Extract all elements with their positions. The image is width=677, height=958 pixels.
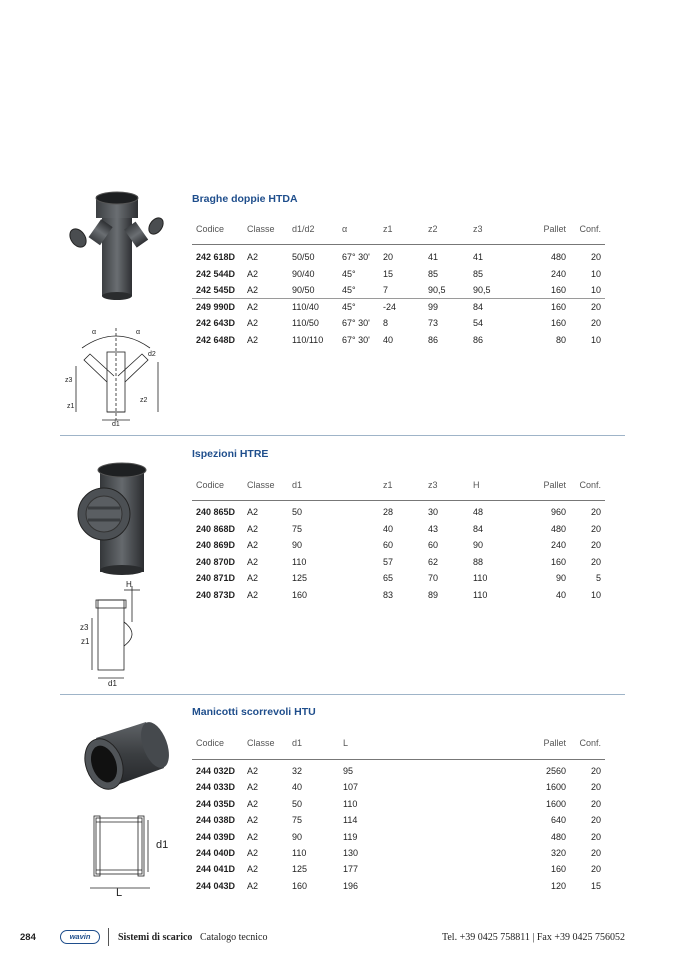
product-code-cell: 240 873D bbox=[196, 589, 236, 600]
product-code-cell: 244 032D bbox=[196, 766, 236, 776]
htda-label-z1: z1 bbox=[67, 403, 75, 410]
table-cell: A2 bbox=[247, 573, 259, 583]
table-cell: 110 bbox=[343, 798, 358, 809]
table-cell: 40 bbox=[383, 335, 394, 345]
htre-label-z3: z3 bbox=[80, 623, 89, 632]
htda-label-z2: z2 bbox=[140, 397, 148, 404]
table-cell: 160 bbox=[550, 301, 566, 312]
product-code-cell: 244 039D bbox=[196, 831, 236, 842]
table-cell: 20 bbox=[383, 252, 394, 262]
table-cell: 67° 30' bbox=[342, 335, 370, 345]
table-cell: 120 bbox=[550, 880, 566, 891]
table-cell: 160 bbox=[292, 880, 308, 891]
table-cell: 20 bbox=[590, 540, 601, 550]
table-cell: 67° 30' bbox=[342, 252, 370, 262]
htda-technical-drawing bbox=[62, 322, 170, 426]
htda-label-d2: d2 bbox=[148, 351, 156, 358]
table-cell: 86 bbox=[473, 335, 484, 345]
table-cell: 480 bbox=[550, 831, 566, 842]
table-cell: 240 bbox=[550, 268, 566, 279]
table-cell: 20 bbox=[590, 782, 601, 793]
column-header: z3 bbox=[473, 224, 483, 234]
table-cell: 75 bbox=[292, 815, 303, 826]
table-cell: 1600 bbox=[545, 782, 566, 793]
table-cell: A2 bbox=[247, 268, 259, 279]
table-cell: 90 bbox=[292, 540, 303, 550]
table-cell: 10 bbox=[590, 589, 601, 600]
section-separator bbox=[60, 435, 625, 436]
table-cell: A2 bbox=[247, 285, 259, 296]
column-header: d1/d2 bbox=[292, 224, 315, 234]
table-cell: 89 bbox=[428, 589, 439, 600]
column-header: z2 bbox=[428, 224, 438, 234]
table-cell: 125 bbox=[292, 864, 308, 875]
table-cell: 160 bbox=[550, 864, 566, 875]
product-code-cell: 244 033D bbox=[196, 782, 236, 793]
column-header: z1 bbox=[383, 480, 393, 490]
product-code-cell: 242 618D bbox=[196, 252, 236, 262]
htre-label-d1: d1 bbox=[108, 679, 117, 688]
table-cell: 40 bbox=[383, 523, 394, 534]
table-cell: 480 bbox=[550, 523, 566, 534]
table-cell: 75 bbox=[292, 523, 303, 534]
table-cell: 50 bbox=[292, 507, 303, 517]
table-cell: 84 bbox=[473, 301, 484, 312]
column-header: z1 bbox=[383, 224, 393, 234]
table-cell: 45° bbox=[342, 285, 356, 296]
column-header: d1 bbox=[292, 738, 303, 748]
table-cell: A2 bbox=[247, 766, 259, 776]
table-cell: 95 bbox=[343, 766, 354, 776]
table-cell: 86 bbox=[428, 335, 439, 345]
table-cell: 7 bbox=[383, 285, 389, 296]
column-header: Codice bbox=[196, 480, 225, 490]
table-cell: 20 bbox=[590, 252, 601, 262]
table-cell: 50/50 bbox=[292, 252, 315, 262]
table-cell: A2 bbox=[247, 335, 259, 345]
table-cell: A2 bbox=[247, 782, 259, 793]
table-cell: 57 bbox=[383, 556, 394, 567]
column-header: Classe bbox=[247, 224, 275, 234]
table-cell: 41 bbox=[428, 252, 439, 262]
htda-label-alpha-left: α bbox=[92, 329, 97, 336]
table-cell: 20 bbox=[590, 766, 601, 776]
column-header: Codice bbox=[196, 738, 225, 748]
footer-contact: Tel. +39 0425 758811 | Fax +39 0425 756052 bbox=[441, 932, 625, 943]
footer-divider bbox=[108, 928, 109, 946]
product-code-cell: 249 990D bbox=[196, 301, 236, 312]
table-cell: 62 bbox=[428, 556, 439, 567]
column-header: d1 bbox=[292, 480, 303, 490]
table-cell: A2 bbox=[247, 556, 259, 567]
table-cell: 15 bbox=[383, 268, 394, 279]
table-cell: 119 bbox=[343, 831, 358, 842]
footer-subtitle: Catalogo tecnico bbox=[200, 932, 268, 943]
table-cell: 90,5 bbox=[428, 285, 446, 296]
table-cell: 45° bbox=[342, 301, 356, 312]
table-cell: 60 bbox=[383, 540, 394, 550]
table-cell: A2 bbox=[247, 864, 259, 875]
column-header: Classe bbox=[247, 480, 275, 490]
table-cell: 15 bbox=[590, 880, 601, 891]
column-header: Conf. bbox=[579, 224, 601, 234]
table-cell: 125 bbox=[292, 573, 308, 583]
table-cell: 10 bbox=[590, 335, 601, 345]
table-cell: 8 bbox=[383, 318, 389, 329]
htda-label-d1: d1 bbox=[112, 421, 120, 426]
header-rule bbox=[192, 244, 605, 245]
table-cell: 110 bbox=[292, 556, 307, 567]
table-cell: 2560 bbox=[545, 766, 566, 776]
table-cell: 20 bbox=[590, 864, 601, 875]
table-cell: A2 bbox=[247, 252, 259, 262]
table-cell: -24 bbox=[383, 301, 397, 312]
table-cell: 960 bbox=[550, 507, 566, 517]
table-cell: 90 bbox=[473, 540, 484, 550]
table-cell: 30 bbox=[428, 507, 439, 517]
column-header: Classe bbox=[247, 738, 275, 748]
table-cell: 20 bbox=[590, 507, 601, 517]
table-cell: 114 bbox=[343, 815, 358, 826]
table-cell: A2 bbox=[247, 540, 259, 550]
table-cell: 90,5 bbox=[473, 285, 491, 296]
htre-product-photo bbox=[72, 458, 164, 576]
table-cell: 84 bbox=[473, 523, 484, 534]
table-cell: 73 bbox=[428, 318, 439, 329]
table-cell: 20 bbox=[590, 815, 601, 826]
htda-product-photo bbox=[60, 188, 172, 300]
table-cell: 20 bbox=[590, 831, 601, 842]
htu-label-l: L bbox=[116, 887, 123, 898]
table-cell: 320 bbox=[550, 848, 566, 858]
table-cell: 20 bbox=[590, 523, 601, 534]
table-cell: 20 bbox=[590, 301, 601, 312]
table-cell: 50 bbox=[292, 798, 303, 809]
section-separator bbox=[60, 694, 625, 695]
htu-technical-drawing bbox=[86, 812, 178, 898]
column-header: Codice bbox=[196, 224, 225, 234]
product-code-cell: 240 868D bbox=[196, 523, 236, 534]
table-cell: A2 bbox=[247, 798, 259, 809]
table-cell: 160 bbox=[550, 556, 566, 567]
column-header: α bbox=[342, 224, 348, 234]
table-cell: 85 bbox=[473, 268, 484, 279]
htda-label-alpha-right: α bbox=[136, 329, 141, 336]
table-cell: 40 bbox=[292, 782, 303, 793]
column-header: L bbox=[343, 738, 349, 748]
product-code-cell: 240 869D bbox=[196, 540, 236, 550]
product-code-cell: 240 865D bbox=[196, 507, 236, 517]
column-header: Conf. bbox=[579, 738, 601, 748]
table-cell: 83 bbox=[383, 589, 394, 600]
footer-brand: Sistemi di scarico bbox=[118, 932, 193, 943]
column-header: z3 bbox=[428, 480, 438, 490]
htre-label-z1: z1 bbox=[81, 637, 90, 646]
column-header: Pallet bbox=[543, 738, 566, 748]
table-cell: 160 bbox=[550, 285, 566, 296]
header-rule bbox=[192, 500, 605, 501]
table-cell: 90/40 bbox=[292, 268, 315, 279]
table-cell: 67° 30' bbox=[342, 318, 370, 329]
table-cell: 41 bbox=[473, 252, 484, 262]
product-code-cell: 242 545D bbox=[196, 285, 236, 296]
section-title-htre: Ispezioni HTRE bbox=[192, 448, 269, 460]
table-cell: 85 bbox=[428, 268, 439, 279]
table-cell: 110/40 bbox=[292, 301, 319, 312]
table-cell: A2 bbox=[247, 507, 259, 517]
table-cell: 88 bbox=[473, 556, 484, 567]
table-cell: 60 bbox=[428, 540, 439, 550]
table-cell: A2 bbox=[247, 523, 259, 534]
table-cell: 110 bbox=[473, 589, 488, 600]
table-cell: A2 bbox=[247, 301, 259, 312]
table-cell: 110/50 bbox=[292, 318, 319, 329]
table-cell: 20 bbox=[590, 318, 601, 329]
product-code-cell: 244 035D bbox=[196, 798, 236, 809]
table-cell: 110 bbox=[292, 848, 307, 858]
table-cell: 10 bbox=[590, 285, 601, 296]
table-cell: 130 bbox=[343, 848, 359, 858]
product-code-cell: 242 544D bbox=[196, 268, 236, 279]
product-code-cell: 242 643D bbox=[196, 318, 236, 329]
table-cell: 45° bbox=[342, 268, 356, 279]
table-cell: 90 bbox=[292, 831, 303, 842]
htre-technical-drawing bbox=[80, 578, 160, 688]
table-cell: 90/50 bbox=[292, 285, 315, 296]
product-code-cell: 244 040D bbox=[196, 848, 236, 858]
htu-product-photo bbox=[74, 712, 172, 796]
table-cell: A2 bbox=[247, 848, 259, 858]
product-code-cell: 242 648D bbox=[196, 335, 236, 345]
table-cell: 640 bbox=[550, 815, 566, 826]
table-cell: 110 bbox=[473, 573, 488, 583]
table-cell: 32 bbox=[292, 766, 303, 776]
table-cell: 196 bbox=[343, 880, 359, 891]
table-cell: 177 bbox=[343, 864, 359, 875]
table-cell: 54 bbox=[473, 318, 484, 329]
table-cell: 20 bbox=[590, 798, 601, 809]
section-title-htda: Braghe doppie HTDA bbox=[192, 193, 298, 205]
header-rule bbox=[192, 759, 605, 760]
table-cell: 1600 bbox=[545, 798, 566, 809]
htu-label-d1: d1 bbox=[156, 839, 169, 851]
product-code-cell: 240 870D bbox=[196, 556, 236, 567]
column-header: H bbox=[473, 480, 480, 490]
table-cell: 99 bbox=[428, 301, 439, 312]
product-code-cell: 240 871D bbox=[196, 573, 236, 583]
table-cell: 28 bbox=[383, 507, 394, 517]
section-title-htu: Manicotti scorrevoli HTU bbox=[192, 706, 316, 718]
table-cell: 5 bbox=[595, 573, 601, 583]
table-cell: A2 bbox=[247, 831, 259, 842]
table-cell: 70 bbox=[428, 573, 439, 583]
product-code-cell: 244 043D bbox=[196, 880, 236, 891]
table-cell: 160 bbox=[550, 318, 566, 329]
column-header: Conf. bbox=[579, 480, 601, 490]
table-cell: 240 bbox=[550, 540, 566, 550]
row-divider bbox=[192, 298, 605, 299]
product-code-cell: 244 038D bbox=[196, 815, 236, 826]
htre-label-h: H bbox=[126, 580, 132, 589]
table-cell: 80 bbox=[555, 335, 566, 345]
table-cell: 43 bbox=[428, 523, 439, 534]
table-cell: 107 bbox=[343, 782, 359, 793]
table-cell: 40 bbox=[555, 589, 566, 600]
page-footer bbox=[0, 930, 677, 946]
table-cell: A2 bbox=[247, 815, 259, 826]
table-cell: 480 bbox=[550, 252, 566, 262]
wavin-logo: wavin bbox=[60, 930, 100, 944]
product-code-cell: 244 041D bbox=[196, 864, 236, 875]
column-header: Pallet bbox=[543, 224, 566, 234]
table-cell: 20 bbox=[590, 556, 601, 567]
table-cell: 20 bbox=[590, 848, 601, 858]
table-cell: 48 bbox=[473, 507, 484, 517]
htda-label-z3: z3 bbox=[65, 377, 73, 384]
table-cell: 160 bbox=[292, 589, 308, 600]
column-header: Pallet bbox=[543, 480, 566, 490]
table-cell: A2 bbox=[247, 318, 259, 329]
table-cell: 10 bbox=[590, 268, 601, 279]
page-number: 284 bbox=[20, 932, 36, 943]
table-cell: 90 bbox=[555, 573, 566, 583]
table-cell: A2 bbox=[247, 589, 259, 600]
table-cell: 110/110 bbox=[292, 335, 324, 345]
table-cell: 65 bbox=[383, 573, 394, 583]
table-cell: A2 bbox=[247, 880, 259, 891]
